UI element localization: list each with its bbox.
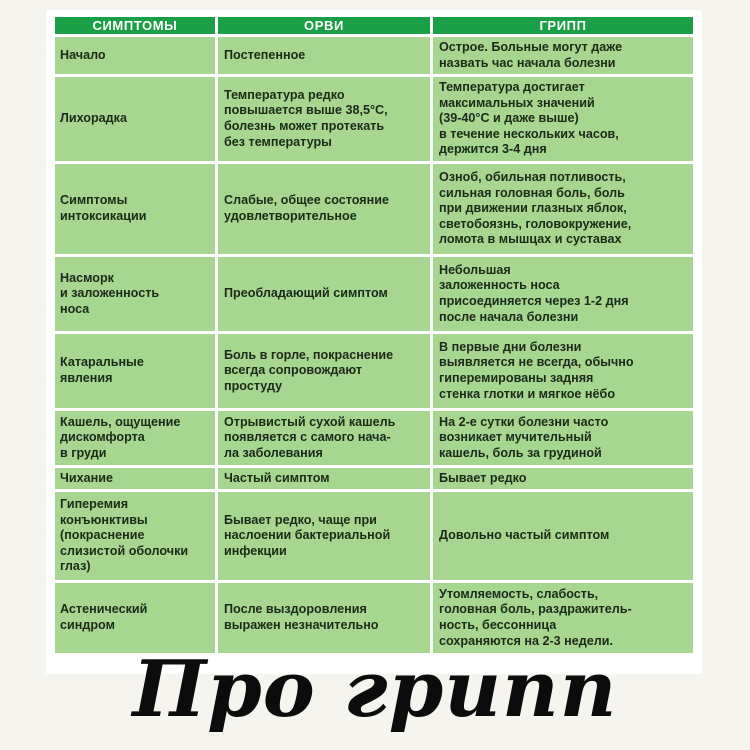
table-row xyxy=(55,411,693,465)
table-header-row xyxy=(55,17,693,34)
orvi-cell: После выздоровления выражен незначительно xyxy=(218,583,430,653)
orvi-cell: Слабые, общее состояние удовлетворительное xyxy=(218,164,430,254)
orvi-cell: Отрывистый сухой кашель появляется с самого нача- ла заболевания xyxy=(218,411,430,465)
header-symptoms: СИМПТОМЫ xyxy=(55,17,215,34)
gripp-cell: Утомляемость, слабость, головная боль, раздражитель- ность, бессонница сохраняются на 2-3 недели. xyxy=(433,583,693,653)
table-row xyxy=(55,257,693,331)
gripp-cell: Острое. Больные могут даже назвать час начала болезни xyxy=(433,37,693,74)
gripp-cell: Небольшая заложенность носа присоединяется через 1-2 дня после начала болезни xyxy=(433,257,693,331)
orvi-cell: Постепенное xyxy=(218,37,430,74)
table-row xyxy=(55,468,693,489)
caption-title: Про грипп xyxy=(132,644,618,735)
symptom-cell: Симптомы интоксикации xyxy=(55,164,215,254)
gripp-cell: Озноб, обильная потливость, сильная головная боль, боль при движении глазных яблок, светобоязнь, головокружение, ломота в мышцах и суставах xyxy=(433,164,693,254)
symptom-cell: Гиперемия конъюнктивы (покраснение слизистой оболочки глаз) xyxy=(55,492,215,580)
table-row xyxy=(55,492,693,580)
symptom-cell: Насморк и заложенность носа xyxy=(55,257,215,331)
symptom-cell: Лихорадка xyxy=(55,77,215,161)
table-row xyxy=(55,164,693,254)
symptom-cell: Астенический синдром xyxy=(55,583,215,653)
orvi-cell: Боль в горле, покраснение всегда сопровождают простуду xyxy=(218,334,430,408)
header-gripp: ГРИПП xyxy=(433,17,693,34)
header-orvi: ОРВИ xyxy=(218,17,430,34)
flu-vs-orvi-table xyxy=(52,14,696,656)
gripp-cell: Довольно частый симптом xyxy=(433,492,693,580)
symptom-cell: Кашель, ощущение дискомфорта в груди xyxy=(55,411,215,465)
symptom-cell: Чихание xyxy=(55,468,215,489)
gripp-cell: Бывает редко xyxy=(433,468,693,489)
gripp-cell: Температура достигает максимальных значений (39-40°С и даже выше) в течение нескольких часов, держится 3-4 дня xyxy=(433,77,693,161)
symptom-cell: Начало xyxy=(55,37,215,74)
gripp-cell: На 2-е сутки болезни часто возникает мучительный кашель, боль за грудиной xyxy=(433,411,693,465)
symptom-cell: Катаральные явления xyxy=(55,334,215,408)
gripp-cell: В первые дни болезни выявляется не всегда, обычно гиперемированы задняя стенка глотки и мягкое нёбо xyxy=(433,334,693,408)
orvi-cell: Температура редко повышается выше 38,5°С, болезнь может протекать без температуры xyxy=(218,77,430,161)
table-row xyxy=(55,77,693,161)
table-row xyxy=(55,37,693,74)
orvi-cell: Бывает редко, чаще при наслоении бактериальной инфекции xyxy=(218,492,430,580)
table-row xyxy=(55,334,693,408)
orvi-cell: Частый симптом xyxy=(218,468,430,489)
orvi-cell: Преобладающий симптом xyxy=(218,257,430,331)
